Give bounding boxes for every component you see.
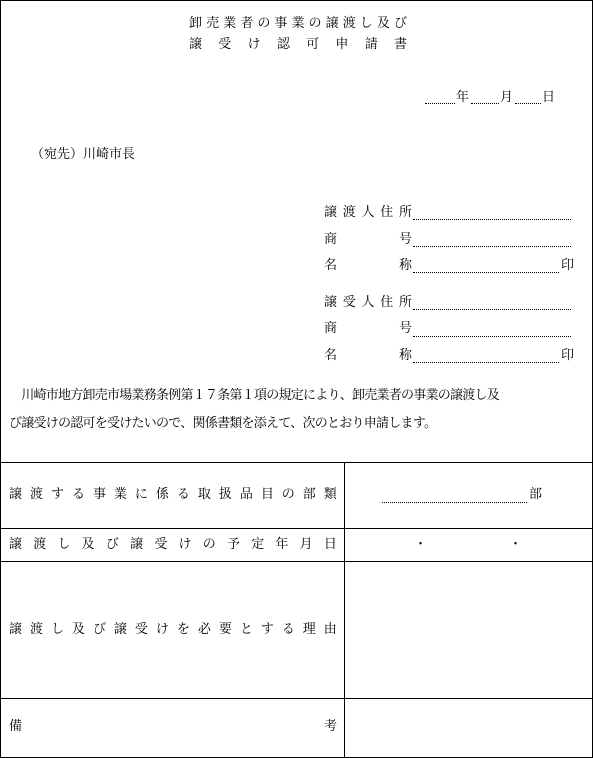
body-text-line2: び譲受けの認可を受けたいので、関係書類を添えて、次のとおり申請します。: [9, 416, 437, 431]
transferor-seal: 印: [561, 258, 575, 273]
transferor-address-field[interactable]: [413, 219, 571, 220]
transferee-seal: 印: [561, 348, 575, 363]
addressee: （宛先）川崎市長: [31, 147, 136, 162]
reason-field[interactable]: [345, 562, 592, 698]
row-scheduled-date-label: 譲 渡 し 及 び 譲 受 け の 予 定 年 月 日: [9, 537, 337, 552]
year-label: 年: [456, 90, 470, 105]
transferor-name-field[interactable]: [413, 272, 559, 273]
transferor-trade-name-label: 商 号: [324, 232, 412, 247]
row-reason-label: 譲 渡 し 及 び 譲 受 け を 必 要 と す る 理 由: [9, 622, 337, 637]
scheduled-date-separator-2: ・: [509, 537, 523, 552]
row-item-category-label: 譲 渡 す る 事 業 に 係 る 取 扱 品 目 の 部 類: [9, 487, 337, 502]
day-blank[interactable]: [515, 103, 541, 104]
transferor-trade-name-field[interactable]: [413, 246, 571, 247]
transferee-name-label: 名 称: [324, 348, 412, 363]
transferee-address-label: 譲 受 人 住 所: [324, 295, 412, 310]
month-label: 月: [500, 90, 514, 105]
remarks-field[interactable]: [345, 699, 592, 757]
day-label: 日: [542, 90, 556, 105]
scheduled-date-separator-1: ・: [414, 537, 428, 552]
month-blank[interactable]: [471, 103, 499, 104]
transferor-name-label: 名 称: [324, 258, 412, 273]
transferee-name-field[interactable]: [413, 362, 559, 363]
form-title-line2: 譲 受 け 認 可 申 請 書: [189, 37, 407, 52]
transferee-address-field[interactable]: [413, 309, 571, 310]
item-category-suffix: 部: [529, 487, 543, 502]
year-blank[interactable]: [425, 103, 455, 104]
row-remarks-label: 備 考: [9, 719, 337, 734]
item-category-field[interactable]: [382, 502, 527, 503]
transferee-trade-name-label: 商 号: [324, 321, 412, 336]
transferee-trade-name-field[interactable]: [413, 336, 571, 337]
transferor-address-label: 譲 渡 人 住 所: [324, 205, 412, 220]
form-title-line1: 卸 売 業 者 の 事 業 の 譲 渡 し 及 び: [189, 16, 407, 31]
table-top-border: [1, 462, 592, 463]
scheduled-date-field[interactable]: [345, 529, 592, 561]
body-text-line1: 川崎市地方卸売市場業務条例第１７条第１項の規定により、卸売業者の事業の譲渡し及: [9, 388, 500, 403]
